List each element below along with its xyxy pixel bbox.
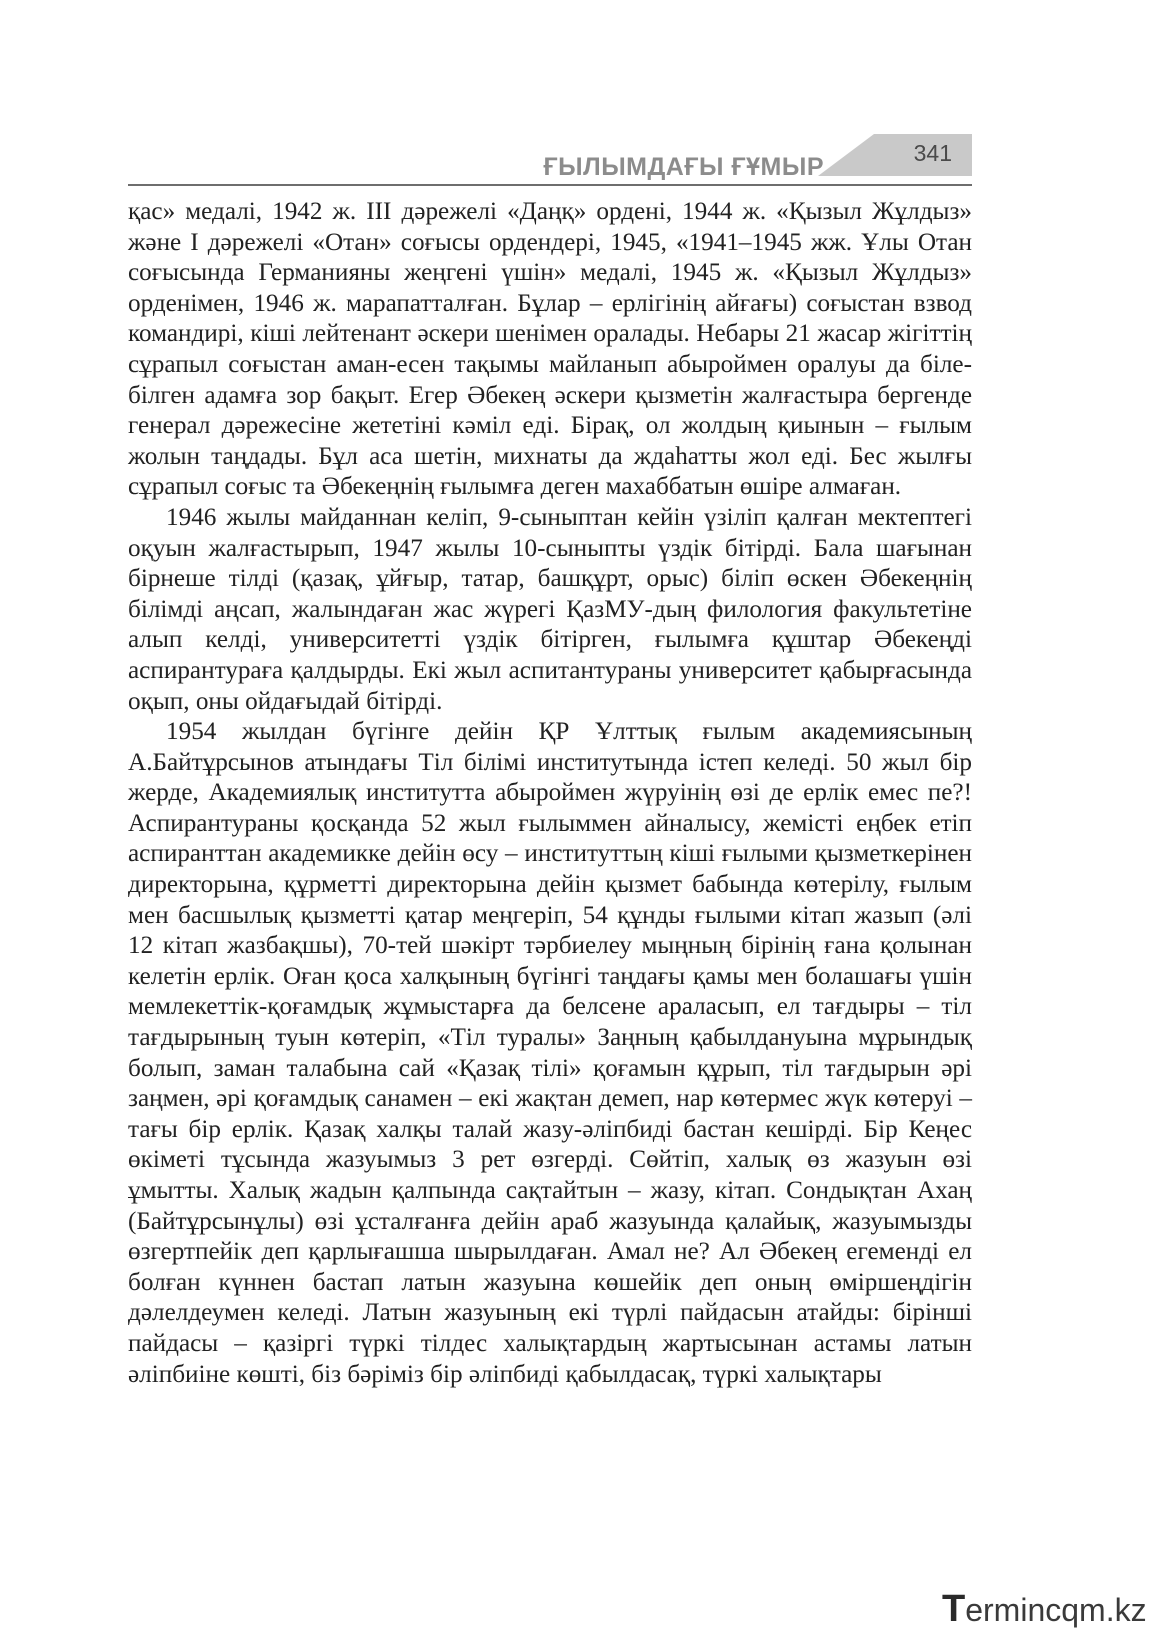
page-number-tab <box>874 134 972 176</box>
body-text <box>128 197 972 1390</box>
site-watermark <box>942 1588 1147 1628</box>
paragraph: 1954 жылдан бүгінге дейін ҚР Ұлттық ғылым академиясының А.Байтұрсынов атындағы Тіл білімі институтында істеп келеді. 50 жыл бір жерде, Академиялық институтта абыроймен жүруінің өзі де ерлік емес пе?! Аспирантураны қосқанда 52 жыл ғылыммен айналысу, жемісті еңбек етіп аспиранттан академикке дейін өсу – институттың кіші ғылыми қызметкерінен директорына, құрметті директорына дейін қызмет бабында көтерілу, ғылым мен басшылық қызметті қатар меңгеріп, 54 құнды ғылыми кітап жазып (әлі 12 кітап жазбақшы), 70-тей шәкірт тәрбиелеу мыңның бірінің ғана қолынан келетін ерлік. Оған қоса халқының бүгінгі таңдағы қамы мен болашағы үшін мемлекеттік-қоғамдық жұмыстарға да белсене араласып, ел тағдыры – тіл тағдырының туын көтеріп, «Тіл туралы» Заңның қабылдануына мұрындық болып, заман талабына сай «Қазақ тілі» қоғамын құрып, тіл тағдырын әрі заңмен, әрі қоғамдық санамен – екі жақтан демеп, нар көтермес жүк көтеруі – тағы бір ерлік. Қазақ халқы талай жазу-әліпбиді бастан кешірді. Бір Кеңес өкіметі тұсында жазуымыз 3 рет өзгерді. Сөйтіп, халық өз жазуын өзі ұмытты. Халық жадын қалпында сақтайтын – жазу, кітап. Сондықтан Ахаң (Байтұрсынұлы) өзі ұсталғанға дейін араб жазуында қалайық, жазуымызды өзгертпейік деп қарлығашша шырылдаған. Амал не? Ал Әбекең егеменді ел болған күннен бастап латын жазуына көшейік деп оның өміршеңдігін дәлелдеумен келеді. Латын жазуының екі түрлі пайдасын атайды: бірінші пайдасы – қазіргі түркі тілдес халықтардың жартысынан астамы латын әліпбиіне көшті, біз бәріміз бір әліпбиді қабылдасақ, түркі халықтары <box>128 718 972 1388</box>
watermark-text: ermincqm.kz <box>965 1592 1147 1628</box>
watermark-initial: T <box>942 1588 966 1630</box>
paragraph: қас» медалі, 1942 ж. ІІІ дәрежелі «Даңқ» ордені, 1944 ж. «Қызыл Жұлдыз» және І дәрежелі «Отан» соғысы ордендері, 1945, «1941–1945 жж. Ұлы Отан соғысында Германияны жеңгені үшін» медалі, 1945 ж. «Қызыл Жұлдыз» орденімен, 1946 ж. марапатталған. Бұлар – ерлігінің айғағы) соғыстан взвод командирі, кіші лейтенант әскери шенімен оралады. Небары 21 жасар жігіттің сұрапыл соғыстан аман-есен тақымы майланып абыроймен оралуы да біле-білген адамға зор бақыт. Егер Әбекең әскери қызметін жалғастыра бергенде генерал дәрежесіне жететіні кәміл еді. Бірақ, ол жолдың қиынын – ғылым жолын таңдады. Бұл аса шетін, михнаты да ждаһатты жол еді. Бес жылғы сұрапыл соғыс та Әбекеңнің ғылымға деген махаббатын өшіре алмаған. <box>128 198 972 501</box>
running-header-title: ҒЫЛЫМДАҒЫ ҒҰМЫР <box>543 153 824 181</box>
header-rule <box>128 184 972 186</box>
header-wedge-decoration <box>818 134 874 176</box>
paragraph: 1946 жылы майданнан келіп, 9-сыныптан кейін үзіліп қалған мектептегі оқуын жалғастырып, 1947 жылы 10-сыныпты үздік бітірді. Бала шағынан бірнеше тілді (қазақ, ұйғыр, татар, башқұрт, орыс) біліп өскен Әбекеңнің білімді аңсап, жалындаған жас жүрегі ҚазМУ-дың филология факультетіне алып келді, университетті үздік бітірген, ғылымға құштар Әбекеңді аспирантураға қалдырды. Екі жыл аспитантураны университет қабырғасында оқып, оны ойдағыдай бітірді. <box>128 503 972 715</box>
page-number: 341 <box>913 140 952 166</box>
running-header <box>128 134 972 186</box>
